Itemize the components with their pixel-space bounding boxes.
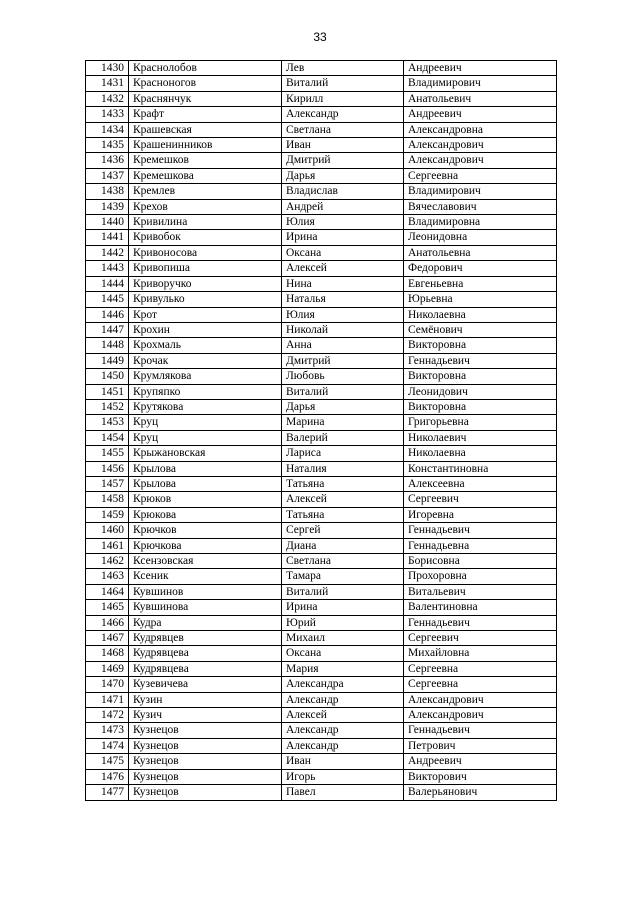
table-row <box>86 153 557 168</box>
row-number-cell: 1455 <box>86 446 129 461</box>
first-name-cell: Александр <box>282 692 404 707</box>
patronymic-cell: Михайловна <box>404 646 557 661</box>
table-row <box>86 461 557 476</box>
row-number-cell: 1441 <box>86 230 129 245</box>
last-name-cell: Ксеник <box>129 569 282 584</box>
patronymic-cell: Леонидович <box>404 384 557 399</box>
last-name-cell: Ксензовская <box>129 554 282 569</box>
table-row <box>86 384 557 399</box>
table-row <box>86 569 557 584</box>
patronymic-cell: Федорович <box>404 261 557 276</box>
patronymic-cell: Вячеславович <box>404 199 557 214</box>
last-name-cell: Крумлякова <box>129 369 282 384</box>
patronymic-cell: Александрович <box>404 692 557 707</box>
patronymic-cell: Владимировна <box>404 215 557 230</box>
patronymic-cell: Прохоровна <box>404 569 557 584</box>
first-name-cell: Александр <box>282 723 404 738</box>
row-number-cell: 1430 <box>86 61 129 76</box>
last-name-cell: Крот <box>129 307 282 322</box>
row-number-cell: 1453 <box>86 415 129 430</box>
last-name-cell: Кувшинова <box>129 600 282 615</box>
last-name-cell: Криворучко <box>129 276 282 291</box>
row-number-cell: 1463 <box>86 569 129 584</box>
patronymic-cell: Викторович <box>404 769 557 784</box>
row-number-cell: 1439 <box>86 199 129 214</box>
table-row <box>86 584 557 599</box>
last-name-cell: Крашенинников <box>129 138 282 153</box>
first-name-cell: Дарья <box>282 399 404 414</box>
table-row <box>86 292 557 307</box>
patronymic-cell: Викторовна <box>404 338 557 353</box>
row-number-cell: 1450 <box>86 369 129 384</box>
last-name-cell: Краснолобов <box>129 61 282 76</box>
row-number-cell: 1452 <box>86 399 129 414</box>
last-name-cell: Крылова <box>129 476 282 491</box>
row-number-cell: 1444 <box>86 276 129 291</box>
first-name-cell: Валерий <box>282 430 404 445</box>
table-row <box>86 138 557 153</box>
patronymic-cell: Евгеньевна <box>404 276 557 291</box>
row-number-cell: 1454 <box>86 430 129 445</box>
patronymic-cell: Петрович <box>404 738 557 753</box>
first-name-cell: Оксана <box>282 646 404 661</box>
table-row <box>86 184 557 199</box>
patronymic-cell: Николаевна <box>404 307 557 322</box>
row-number-cell: 1476 <box>86 769 129 784</box>
patronymic-cell: Викторовна <box>404 399 557 414</box>
row-number-cell: 1475 <box>86 754 129 769</box>
table-row <box>86 338 557 353</box>
row-number-cell: 1449 <box>86 353 129 368</box>
last-name-cell: Кузнецов <box>129 738 282 753</box>
row-number-cell: 1440 <box>86 215 129 230</box>
first-name-cell: Александр <box>282 738 404 753</box>
table-row <box>86 76 557 91</box>
row-number-cell: 1460 <box>86 523 129 538</box>
page-number: 33 <box>313 30 327 44</box>
table-row <box>86 276 557 291</box>
first-name-cell: Виталий <box>282 76 404 91</box>
patronymic-cell: Александрович <box>404 138 557 153</box>
first-name-cell: Тамара <box>282 569 404 584</box>
first-name-cell: Сергей <box>282 523 404 538</box>
first-name-cell: Павел <box>282 785 404 800</box>
patronymic-cell: Николаевна <box>404 446 557 461</box>
patronymic-cell: Андреевич <box>404 107 557 122</box>
last-name-cell: Кудрявцева <box>129 646 282 661</box>
row-number-cell: 1471 <box>86 692 129 707</box>
last-name-cell: Крохмаль <box>129 338 282 353</box>
row-number-cell: 1443 <box>86 261 129 276</box>
last-name-cell: Кремешкова <box>129 168 282 183</box>
patronymic-cell: Сергеевна <box>404 168 557 183</box>
row-number-cell: 1473 <box>86 723 129 738</box>
first-name-cell: Виталий <box>282 384 404 399</box>
table-row <box>86 677 557 692</box>
first-name-cell: Юлия <box>282 307 404 322</box>
first-name-cell: Диана <box>282 538 404 553</box>
first-name-cell: Иван <box>282 754 404 769</box>
last-name-cell: Кузнецов <box>129 785 282 800</box>
row-number-cell: 1435 <box>86 138 129 153</box>
table-row <box>86 723 557 738</box>
last-name-cell: Кузин <box>129 692 282 707</box>
table-row <box>86 646 557 661</box>
first-name-cell: Любовь <box>282 369 404 384</box>
last-name-cell: Кривилина <box>129 215 282 230</box>
patronymic-cell: Владимирович <box>404 76 557 91</box>
table-row <box>86 476 557 491</box>
table-row <box>86 615 557 630</box>
first-name-cell: Татьяна <box>282 507 404 522</box>
first-name-cell: Дмитрий <box>282 353 404 368</box>
first-name-cell: Алексей <box>282 708 404 723</box>
last-name-cell: Крохин <box>129 322 282 337</box>
table-row <box>86 754 557 769</box>
roster-table-body <box>86 61 557 801</box>
table-row <box>86 399 557 414</box>
table-row <box>86 631 557 646</box>
row-number-cell: 1447 <box>86 322 129 337</box>
table-row <box>86 107 557 122</box>
last-name-cell: Кривоносова <box>129 245 282 260</box>
table-row <box>86 122 557 137</box>
first-name-cell: Оксана <box>282 245 404 260</box>
first-name-cell: Светлана <box>282 554 404 569</box>
patronymic-cell: Геннадьевич <box>404 353 557 368</box>
patronymic-cell: Валерьянович <box>404 785 557 800</box>
first-name-cell: Наталья <box>282 292 404 307</box>
row-number-cell: 1459 <box>86 507 129 522</box>
last-name-cell: Крехов <box>129 199 282 214</box>
table-row <box>86 600 557 615</box>
last-name-cell: Кувшинов <box>129 584 282 599</box>
first-name-cell: Андрей <box>282 199 404 214</box>
patronymic-cell: Борисовна <box>404 554 557 569</box>
last-name-cell: Крыжановская <box>129 446 282 461</box>
table-row <box>86 446 557 461</box>
table-row <box>86 199 557 214</box>
first-name-cell: Юрий <box>282 615 404 630</box>
first-name-cell: Светлана <box>282 122 404 137</box>
last-name-cell: Кривобок <box>129 230 282 245</box>
patronymic-cell: Александрович <box>404 708 557 723</box>
patronymic-cell: Григорьевна <box>404 415 557 430</box>
first-name-cell: Дарья <box>282 168 404 183</box>
patronymic-cell: Леонидовна <box>404 230 557 245</box>
table-row <box>86 261 557 276</box>
row-number-cell: 1477 <box>86 785 129 800</box>
table-row <box>86 523 557 538</box>
row-number-cell: 1436 <box>86 153 129 168</box>
patronymic-cell: Александрович <box>404 153 557 168</box>
first-name-cell: Кирилл <box>282 91 404 106</box>
first-name-cell: Лариса <box>282 446 404 461</box>
table-row <box>86 168 557 183</box>
last-name-cell: Крылова <box>129 461 282 476</box>
first-name-cell: Игорь <box>282 769 404 784</box>
row-number-cell: 1466 <box>86 615 129 630</box>
patronymic-cell: Анатольевич <box>404 91 557 106</box>
row-number-cell: 1448 <box>86 338 129 353</box>
patronymic-cell: Сергеевич <box>404 492 557 507</box>
patronymic-cell: Сергеевна <box>404 677 557 692</box>
last-name-cell: Крючков <box>129 523 282 538</box>
table-row <box>86 769 557 784</box>
patronymic-cell: Сергеевна <box>404 661 557 676</box>
first-name-cell: Дмитрий <box>282 153 404 168</box>
first-name-cell: Алексей <box>282 492 404 507</box>
row-number-cell: 1434 <box>86 122 129 137</box>
first-name-cell: Юлия <box>282 215 404 230</box>
row-number-cell: 1458 <box>86 492 129 507</box>
row-number-cell: 1445 <box>86 292 129 307</box>
table-row <box>86 538 557 553</box>
table-row <box>86 353 557 368</box>
patronymic-cell: Геннадьевич <box>404 523 557 538</box>
patronymic-cell: Алексеевна <box>404 476 557 491</box>
table-row <box>86 215 557 230</box>
first-name-cell: Иван <box>282 138 404 153</box>
first-name-cell: Александра <box>282 677 404 692</box>
patronymic-cell: Геннадьевич <box>404 723 557 738</box>
first-name-cell: Наталия <box>282 461 404 476</box>
last-name-cell: Кремешков <box>129 153 282 168</box>
row-number-cell: 1465 <box>86 600 129 615</box>
last-name-cell: Крупяпко <box>129 384 282 399</box>
last-name-cell: Кузнецов <box>129 769 282 784</box>
last-name-cell: Кузнецов <box>129 723 282 738</box>
first-name-cell: Мария <box>282 661 404 676</box>
first-name-cell: Татьяна <box>282 476 404 491</box>
last-name-cell: Кремлев <box>129 184 282 199</box>
row-number-cell: 1464 <box>86 584 129 599</box>
table-row <box>86 230 557 245</box>
last-name-cell: Круц <box>129 415 282 430</box>
table-row <box>86 661 557 676</box>
first-name-cell: Марина <box>282 415 404 430</box>
patronymic-cell: Николаевич <box>404 430 557 445</box>
row-number-cell: 1456 <box>86 461 129 476</box>
last-name-cell: Крашевская <box>129 122 282 137</box>
first-name-cell: Александр <box>282 107 404 122</box>
table-row <box>86 708 557 723</box>
row-number-cell: 1431 <box>86 76 129 91</box>
last-name-cell: Кудрявцев <box>129 631 282 646</box>
patronymic-cell: Викторовна <box>404 369 557 384</box>
table-row <box>86 61 557 76</box>
last-name-cell: Кузич <box>129 708 282 723</box>
row-number-cell: 1468 <box>86 646 129 661</box>
table-row <box>86 507 557 522</box>
row-number-cell: 1457 <box>86 476 129 491</box>
patronymic-cell: Сергеевич <box>404 631 557 646</box>
row-number-cell: 1437 <box>86 168 129 183</box>
row-number-cell: 1474 <box>86 738 129 753</box>
table-row <box>86 430 557 445</box>
patronymic-cell: Валентиновна <box>404 600 557 615</box>
row-number-cell: 1469 <box>86 661 129 676</box>
first-name-cell: Ирина <box>282 600 404 615</box>
last-name-cell: Кудра <box>129 615 282 630</box>
table-row <box>86 369 557 384</box>
table-row <box>86 245 557 260</box>
last-name-cell: Краснянчук <box>129 91 282 106</box>
first-name-cell: Нина <box>282 276 404 291</box>
row-number-cell: 1442 <box>86 245 129 260</box>
patronymic-cell: Витальевич <box>404 584 557 599</box>
first-name-cell: Лев <box>282 61 404 76</box>
first-name-cell: Анна <box>282 338 404 353</box>
patronymic-cell: Андреевич <box>404 61 557 76</box>
last-name-cell: Крюков <box>129 492 282 507</box>
first-name-cell: Алексей <box>282 261 404 276</box>
last-name-cell: Крутякова <box>129 399 282 414</box>
patronymic-cell: Семёнович <box>404 322 557 337</box>
first-name-cell: Ирина <box>282 230 404 245</box>
last-name-cell: Крючкова <box>129 538 282 553</box>
row-number-cell: 1432 <box>86 91 129 106</box>
last-name-cell: Крюкова <box>129 507 282 522</box>
last-name-cell: Кудрявцева <box>129 661 282 676</box>
table-row <box>86 554 557 569</box>
row-number-cell: 1451 <box>86 384 129 399</box>
table-row <box>86 692 557 707</box>
row-number-cell: 1461 <box>86 538 129 553</box>
table-row <box>86 322 557 337</box>
last-name-cell: Круц <box>129 430 282 445</box>
table-row <box>86 738 557 753</box>
patronymic-cell: Андреевич <box>404 754 557 769</box>
row-number-cell: 1446 <box>86 307 129 322</box>
last-name-cell: Красноногов <box>129 76 282 91</box>
patronymic-cell: Геннадьевна <box>404 538 557 553</box>
last-name-cell: Кузевичева <box>129 677 282 692</box>
patronymic-cell: Юрьевна <box>404 292 557 307</box>
first-name-cell: Виталий <box>282 584 404 599</box>
first-name-cell: Владислав <box>282 184 404 199</box>
patronymic-cell: Игоревна <box>404 507 557 522</box>
last-name-cell: Кривулько <box>129 292 282 307</box>
last-name-cell: Крафт <box>129 107 282 122</box>
patronymic-cell: Геннадьевич <box>404 615 557 630</box>
table-row <box>86 785 557 800</box>
row-number-cell: 1433 <box>86 107 129 122</box>
table-row <box>86 415 557 430</box>
row-number-cell: 1470 <box>86 677 129 692</box>
first-name-cell: Михаил <box>282 631 404 646</box>
roster-table <box>85 60 557 801</box>
last-name-cell: Крочак <box>129 353 282 368</box>
row-number-cell: 1462 <box>86 554 129 569</box>
row-number-cell: 1438 <box>86 184 129 199</box>
row-number-cell: 1467 <box>86 631 129 646</box>
patronymic-cell: Анатольевна <box>404 245 557 260</box>
patronymic-cell: Константиновна <box>404 461 557 476</box>
last-name-cell: Кузнецов <box>129 754 282 769</box>
table-row <box>86 492 557 507</box>
table-row <box>86 91 557 106</box>
last-name-cell: Кривопиша <box>129 261 282 276</box>
row-number-cell: 1472 <box>86 708 129 723</box>
table-row <box>86 307 557 322</box>
first-name-cell: Николай <box>282 322 404 337</box>
patronymic-cell: Александровна <box>404 122 557 137</box>
patronymic-cell: Владимирович <box>404 184 557 199</box>
